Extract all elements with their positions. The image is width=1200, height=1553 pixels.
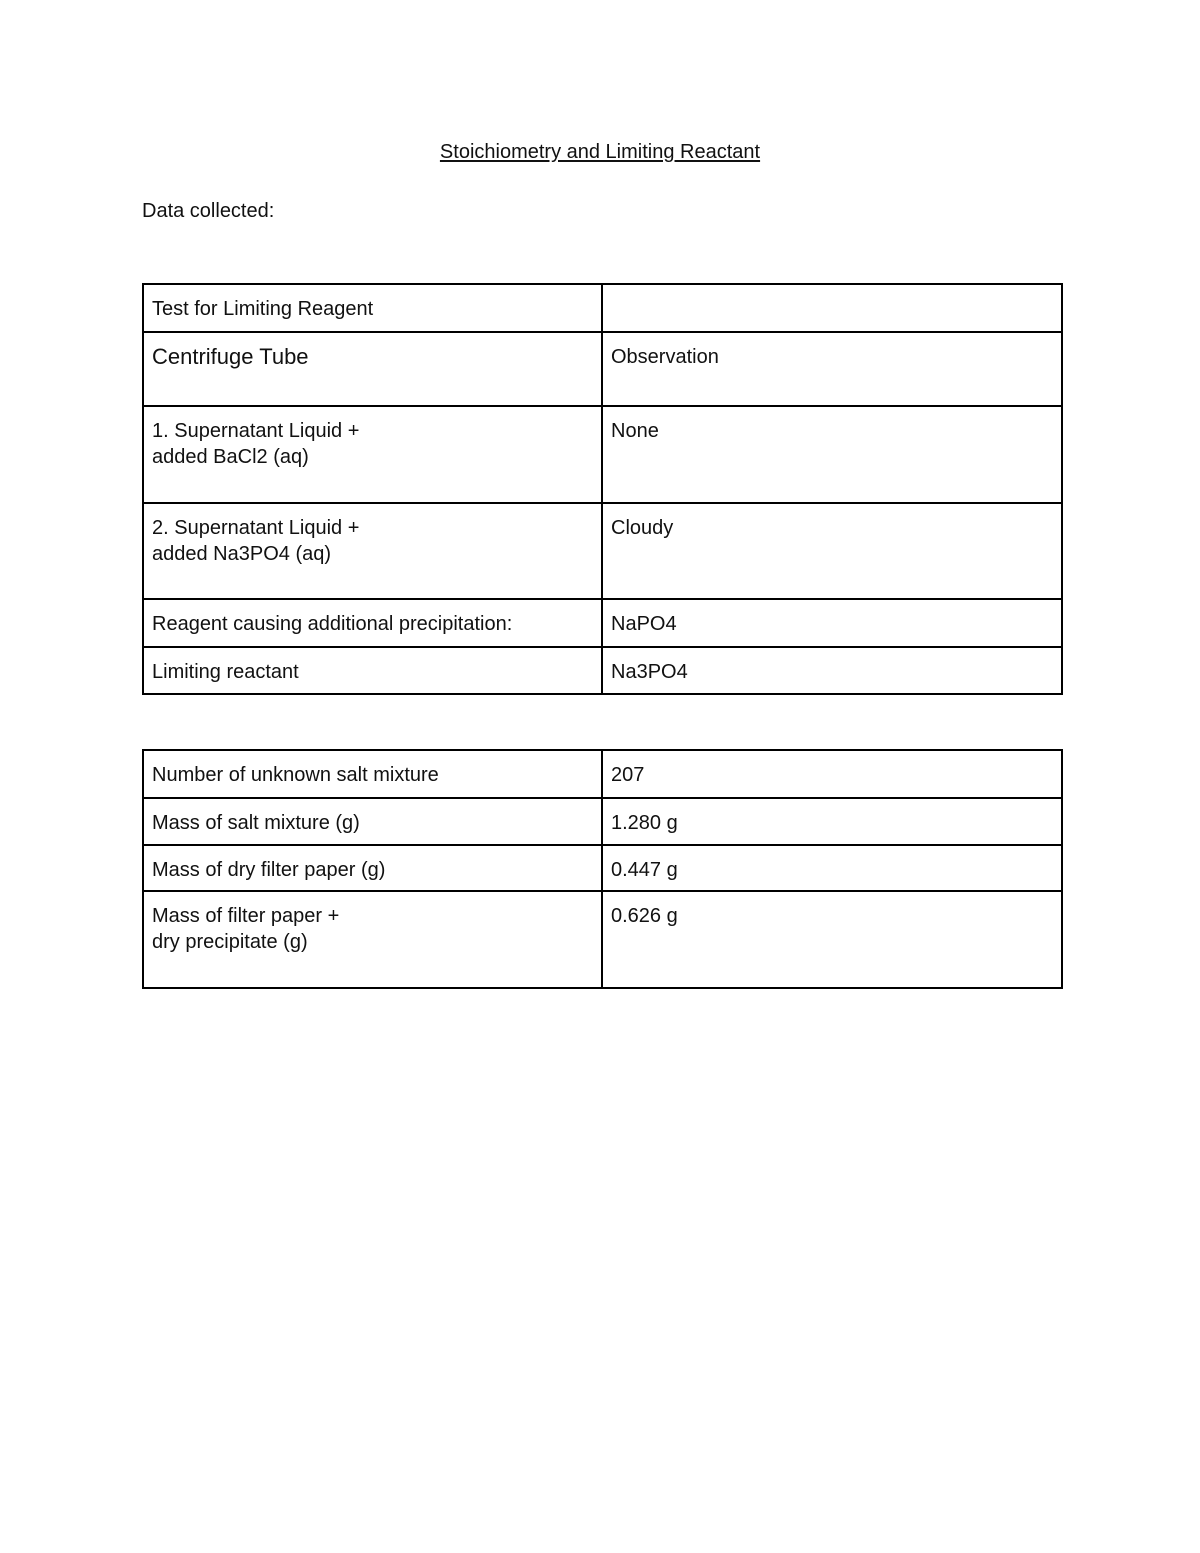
salt-mixture-data-table — [142, 749, 1063, 989]
table-row — [143, 845, 1062, 891]
table-row — [143, 891, 1062, 988]
table-cell-label: Limiting reactant — [143, 647, 602, 694]
table-row — [143, 750, 1062, 798]
table-cell-label: Mass of filter paper + dry precipitate (g) — [143, 891, 602, 988]
table-row — [143, 647, 1062, 694]
limiting-reagent-table — [142, 283, 1063, 695]
data-collected-label: Data collected: — [142, 200, 275, 222]
table-cell-value: None — [602, 406, 1062, 503]
table-cell-value: Cloudy — [602, 503, 1062, 599]
document-title: Stoichiometry and Limiting Reactant — [439, 141, 761, 163]
table-cell-value: 0.447 g — [602, 845, 1062, 891]
table-row — [143, 503, 1062, 599]
table-row — [143, 599, 1062, 647]
table-cell-label: Mass of salt mixture (g) — [143, 798, 602, 845]
table-cell-label: Test for Limiting Reagent — [143, 284, 602, 332]
table-cell-label: Reagent causing additional precipitation: — [143, 599, 602, 647]
table-cell-label: 1. Supernatant Liquid + added BaCl2 (aq) — [143, 406, 602, 503]
table-row — [143, 798, 1062, 845]
table-cell-value — [602, 284, 1062, 332]
table-row — [143, 284, 1062, 332]
table-row — [143, 406, 1062, 503]
table-cell-label: 2. Supernatant Liquid + added Na3PO4 (aq) — [143, 503, 602, 599]
table-cell-value: 1.280 g — [602, 798, 1062, 845]
table-cell-label: Number of unknown salt mixture — [143, 750, 602, 798]
table-cell-label: Mass of dry filter paper (g) — [143, 845, 602, 891]
table-row — [143, 332, 1062, 406]
table-cell-value: NaPO4 — [602, 599, 1062, 647]
table-header-centrifuge-tube: Centrifuge Tube — [143, 332, 602, 406]
table-cell-value: 0.626 g — [602, 891, 1062, 988]
table-cell-value: Na3PO4 — [602, 647, 1062, 694]
table-cell-value: 207 — [602, 750, 1062, 798]
table-header-observation: Observation — [602, 332, 1062, 406]
